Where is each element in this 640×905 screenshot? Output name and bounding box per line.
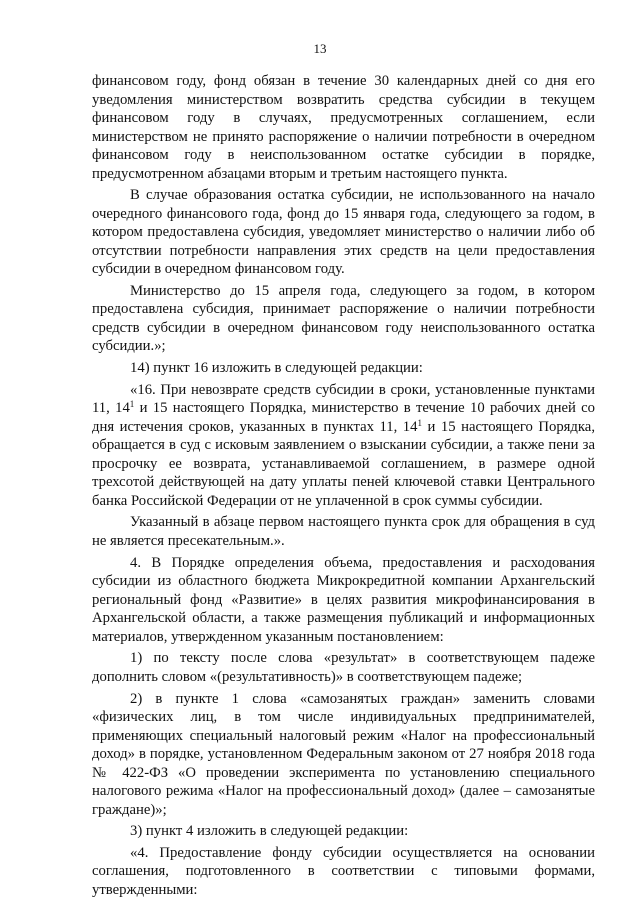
- document-body: [92, 72, 595, 903]
- paragraph-subitem-2: 2) в пункте 1 слова «самозанятых граждан» заменить словами «физических лиц, в том числе индивидуальных предпринимателей, применяющих специальный налоговый режим «Налог на профессиональный доход» в порядке, установленном Федеральным законом от 27 ноября 2018 года № 422-ФЗ «О проведении эксперимента по установлению специального налогового режима «Налог на профессиональный доход» (далее – самозанятые граждане)»;: [92, 690, 595, 818]
- paragraph-item-14: 14) пункт 16 изложить в следующей редакции:: [130, 360, 423, 377]
- point-16-text-part-2: и 15 настоящего Порядка, министерство в течение 10 рабочих дней со дня истечения сроков, указанных в пунктах 11, 14: [92, 400, 595, 435]
- paragraph-subitem-1: 1) по тексту после слова «результат» в соответствующем падеже дополнить словом «(результативность)» в соответствующем падеже;: [92, 650, 595, 685]
- page-number: 13: [313, 41, 327, 56]
- paragraph-ministry-decision: Министерство до 15 апреля года, следующего за годом, в котором предоставлена субсидия, принимает распоряжение о наличии потребности средств субсидии в очередном финансовом году неиспользованного остатка субсидии.»;: [92, 282, 595, 355]
- paragraph-section-4: 4. В Порядке определения объема, предоставления и расходования субсидии из областного бюджета Микрокредитной компании Архангельский региональный фонд «Развитие» в целях развития микрофинансирования в Архангельской области, а также размещения публикаций и информационных материалов, утвержденном указанным постановлением:: [92, 554, 595, 645]
- paragraph-continuation: финансовом году, фонд обязан в течение 30 календарных дней со дня его уведомления министерством возвратить средства субсидии в текущем финансовом году в случаях, предусмотренных соглашением, если министерством не принято распоряжение о наличии потребности в очередном финансовом году в неиспользованном остатке субсидии в порядке, предусмотренном абзацами вторым и третьим настоящего пункта.: [92, 73, 595, 182]
- superscript-index: 1: [417, 417, 422, 428]
- paragraph-point-16: [92, 381, 595, 511]
- paragraph-point-4: «4. Предоставление фонду субсидии осуществляется на основании соглашения, подготовленного в соответствии с типовыми формами, утвержденными:: [92, 844, 595, 898]
- paragraph-remainder-notice: В случае образования остатка субсидии, не использованного на начало очередного финансового года, фонд до 15 января года, следующего за годом, в котором предоставлена субсидия, уведомляет министерство о наличии либо об отсутствии потребности направления этих средств на цели предоставления субсидии в очередном финансовом году.: [92, 187, 595, 278]
- point-16-text-part-1: «16. При невозврате средств субсидии в сроки, установленные пунктами 11, 14: [92, 381, 595, 417]
- superscript-index: 1: [129, 399, 135, 410]
- point-16-text-part-3: и 15 настоящего Порядка, обращается в суд с исковым заявлением о взыскании субсидии, а также пени за просрочку ее возврата, устанавливаемой соглашением, в размере одной трехсотой действующей на дату уплаты пеней ключевой ставки Центрального банка Российской Федерации от не уплаченной в срок суммы субсидии.: [92, 418, 595, 509]
- paragraph-subitem-3: 3) пункт 4 изложить в следующей редакции:: [130, 823, 409, 840]
- paragraph-term-note: Указанный в абзаце первом настоящего пункта срок для обращения в суд не является пресекательным.».: [92, 514, 595, 549]
